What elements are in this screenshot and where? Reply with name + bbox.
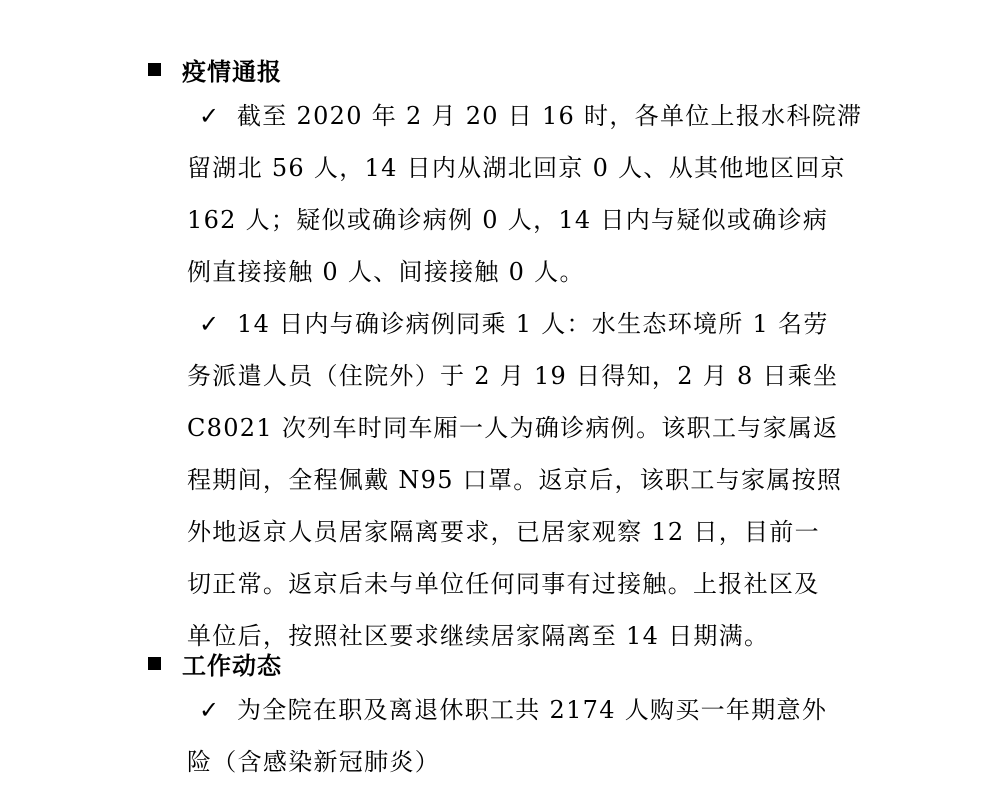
text-line: ✓ 14 日内与确诊病例同乘 1 人：水生态环境所 1 名劳 — [187, 298, 847, 350]
check-icon: ✓ — [199, 102, 221, 130]
text-line: 162 人；疑似或确诊病例 0 人，14 日内与疑似或确诊病 — [187, 206, 829, 234]
list-item — [187, 90, 863, 298]
text-line: ✓ 截至 2020 年 2 月 20 日 16 时，各单位上报水科院滞 — [187, 90, 847, 142]
check-icon: ✓ — [199, 310, 221, 338]
square-bullet-icon — [148, 63, 161, 76]
text-line: 外地返京人员居家隔离要求，已居家观察 12 日，目前一 — [187, 518, 820, 546]
text-line: C8021 次列车时同车厢一人为确诊病例。该职工与家属返 — [187, 414, 839, 442]
list-item — [187, 298, 847, 662]
text-line: ✓ 为全院在职及离退休职工共 2174 人购买一年期意外 — [187, 684, 847, 736]
check-icon: ✓ — [199, 696, 221, 724]
section-heading-epidemic-report — [148, 54, 282, 84]
section-title: 疫情通报 — [182, 57, 282, 86]
text-line: 务派遣人员（住院外）于 2 月 19 日得知，2 月 8 日乘坐 — [187, 362, 839, 390]
text-line: 切正常。返京后未与单位任何同事有过接触。上报社区及 — [187, 570, 820, 598]
text-line: 程期间，全程佩戴 N95 口罩。返京后，该职工与家属按照 — [187, 466, 843, 494]
text-line: 险（含感染新冠肺炎） — [187, 748, 440, 776]
section-heading-work-updates — [148, 648, 282, 678]
section-title: 工作动态 — [182, 651, 282, 680]
text-line: 例直接接触 0 人、间接接触 0 人。 — [187, 258, 585, 286]
text-line: 单位后，按照社区要求继续居家隔离至 14 日期满。 — [187, 622, 770, 650]
list-item — [187, 684, 847, 788]
text-line: 留湖北 56 人，14 日内从湖北回京 0 人、从其他地区回京 — [187, 154, 846, 182]
square-bullet-icon — [148, 657, 161, 670]
